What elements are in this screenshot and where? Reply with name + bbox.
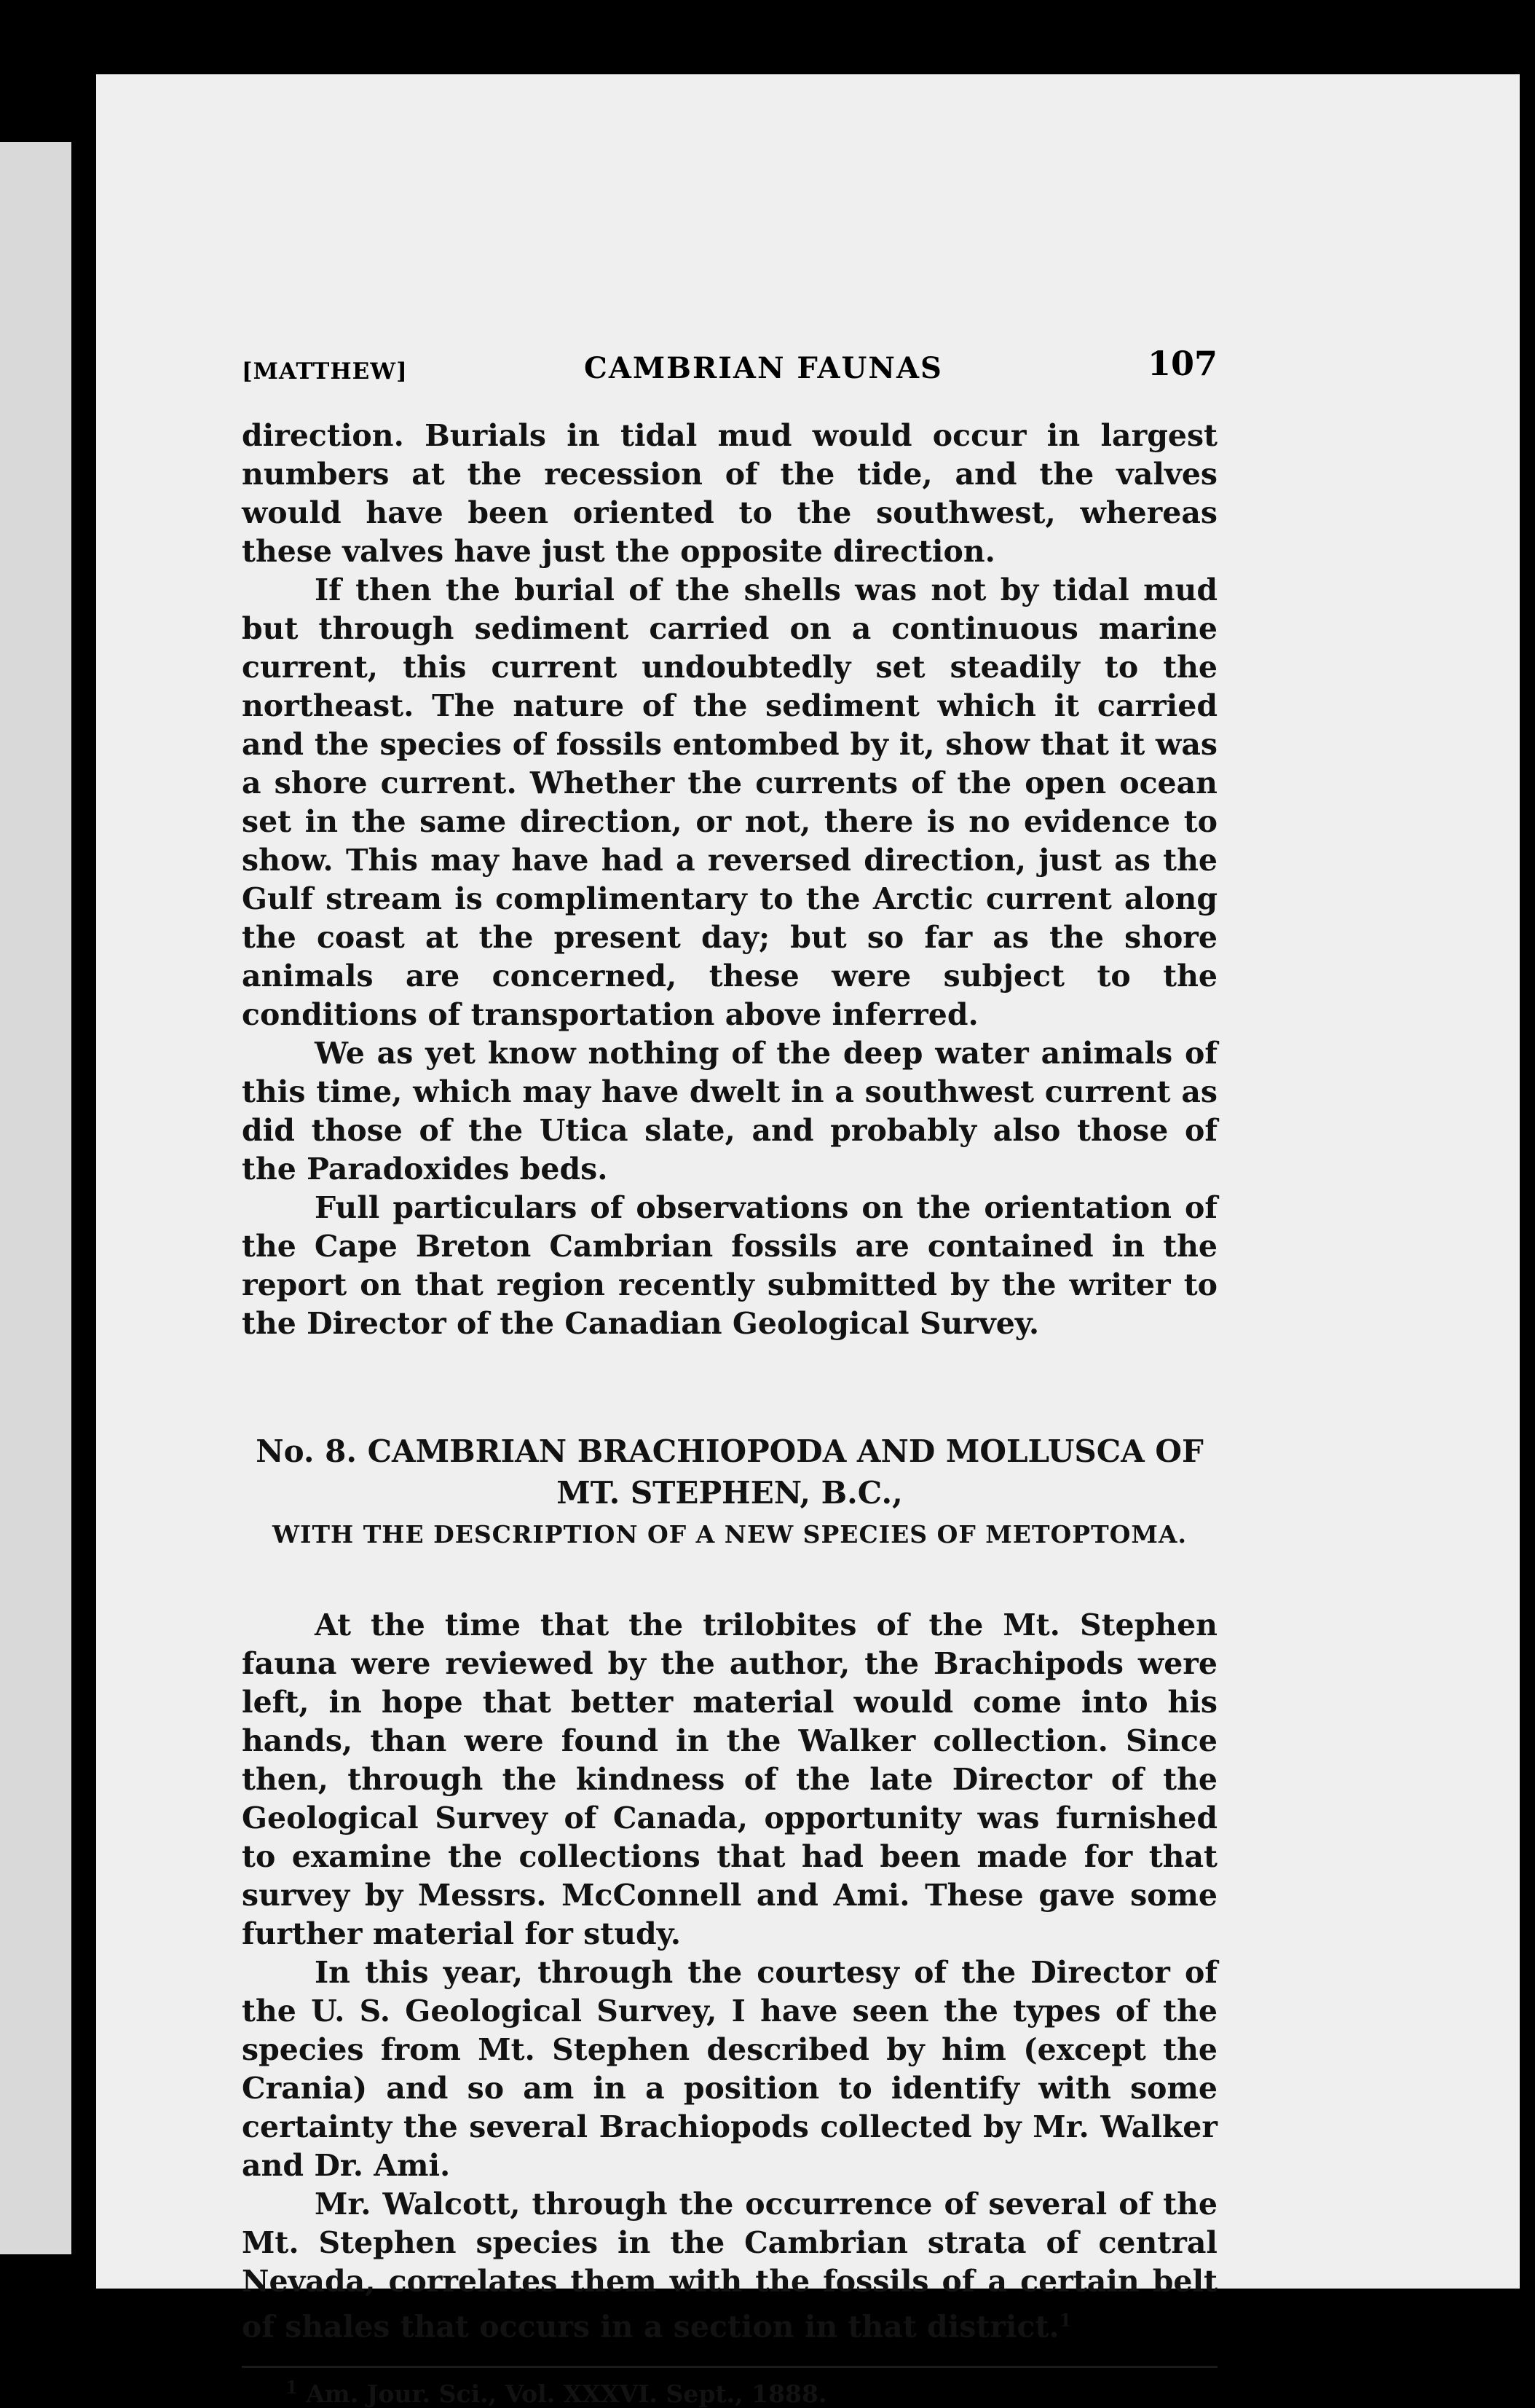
page-number: 107 bbox=[1147, 344, 1218, 383]
paragraph bbox=[242, 1034, 1218, 1189]
paragraph bbox=[242, 1953, 1218, 2185]
paragraph bbox=[242, 417, 1218, 571]
section-heading bbox=[242, 1431, 1218, 1555]
paragraph-text: We as yet know nothing of the deep water animals of this time, which may have dwelt in a southwest current as did those of the Utica slate, and probably also those of the Paradoxides beds. bbox=[242, 1036, 1218, 1187]
adjacent-page-edge bbox=[0, 142, 71, 2254]
body-text-top bbox=[242, 417, 1218, 1343]
paragraph-text: At the time that the trilobites of the Mt. Stephen fauna were reviewed by the author, the Brachipods were left, in hope that better material would come into his hands, than were found in the Walker collection. Since then, through the kindness of the late Director of the Geological Survey of Canada, opportunity was furnished to examine the collections that had been made for that survey by Messrs. McConnell and Ami. These gave some further material for study. bbox=[242, 1608, 1218, 1951]
header-author: [MATTHEW] bbox=[242, 358, 408, 385]
paragraph-text: Mr. Walcott, through the occurrence of several of the Mt. Stephen species in the Cambrian strata of central Nevada, correlates them with the fossils of a certain belt of shales that occurs in a section in that district. bbox=[242, 2187, 1218, 2345]
paragraph-text: In this year, through the courtesy of the Director of the U. S. Geological Survey, I have seen the types of the species from Mt. Stephen described by him (except the Crania) and so am in a position to identify with some certainty the several Brachiopods collected by Mr. Walker and Dr. Ami. bbox=[242, 1955, 1218, 2183]
section-heading-line-1: No. 8. CAMBRIAN BRACHIOPODA AND MOLLUSCA OF MT. STEPHEN, B.C., bbox=[256, 1433, 1204, 1511]
footnote-marker: 1 bbox=[285, 2376, 298, 2398]
paragraph-text: If then the burial of the shells was not by tidal mud but through sediment carried on a continuous marine current, this current undoubtedly set steadily to the northeast. The nature of the sediment which it carried and the species of fossils entombed by it, show that it was a shore current. Whether the currents of the open ocean set in the same direction, or not, there is no evidence to show. This may have had a reversed direction, just as the Gulf stream is complimentary to the Arctic current along the coast at the present day; but so far as the shore animals are concerned, these were subject to the conditions of transportation above inferred. bbox=[242, 573, 1218, 1032]
paragraph bbox=[242, 2185, 1218, 2347]
header-title: CAMBRIAN FAUNAS bbox=[584, 351, 943, 385]
page-content bbox=[242, 337, 1218, 2408]
body-text-bottom bbox=[242, 1606, 1218, 2347]
paragraph bbox=[242, 1606, 1218, 1953]
footnote-rule bbox=[242, 2366, 1218, 2368]
paragraph bbox=[242, 1189, 1218, 1343]
footnote-reference: 1 bbox=[1059, 2310, 1072, 2331]
running-header bbox=[242, 337, 1218, 417]
paragraph bbox=[242, 571, 1218, 1034]
footnote-text: Am. Jour. Sci., Vol. XXXVI. Sept., 1888. bbox=[306, 2379, 827, 2408]
paragraph-text: direction. Burials in tidal mud would occur in largest numbers at the recession of the tide, and the valves would have been oriented to the southwest, whereas these valves have just the opposite direction. bbox=[242, 418, 1218, 569]
footnote bbox=[285, 2377, 1218, 2408]
document-page bbox=[96, 74, 1520, 2408]
paragraph-text: Full particulars of observations on the orientation of the Cape Breton Cambrian fossils are contained in the report on that region recently submitted by the writer to the Director of the Canadian Geological Survey. bbox=[242, 1190, 1218, 1341]
section-heading-line-2: WITH THE DESCRIPTION OF A NEW SPECIES OF METOPTOMA. bbox=[272, 1520, 1187, 1549]
